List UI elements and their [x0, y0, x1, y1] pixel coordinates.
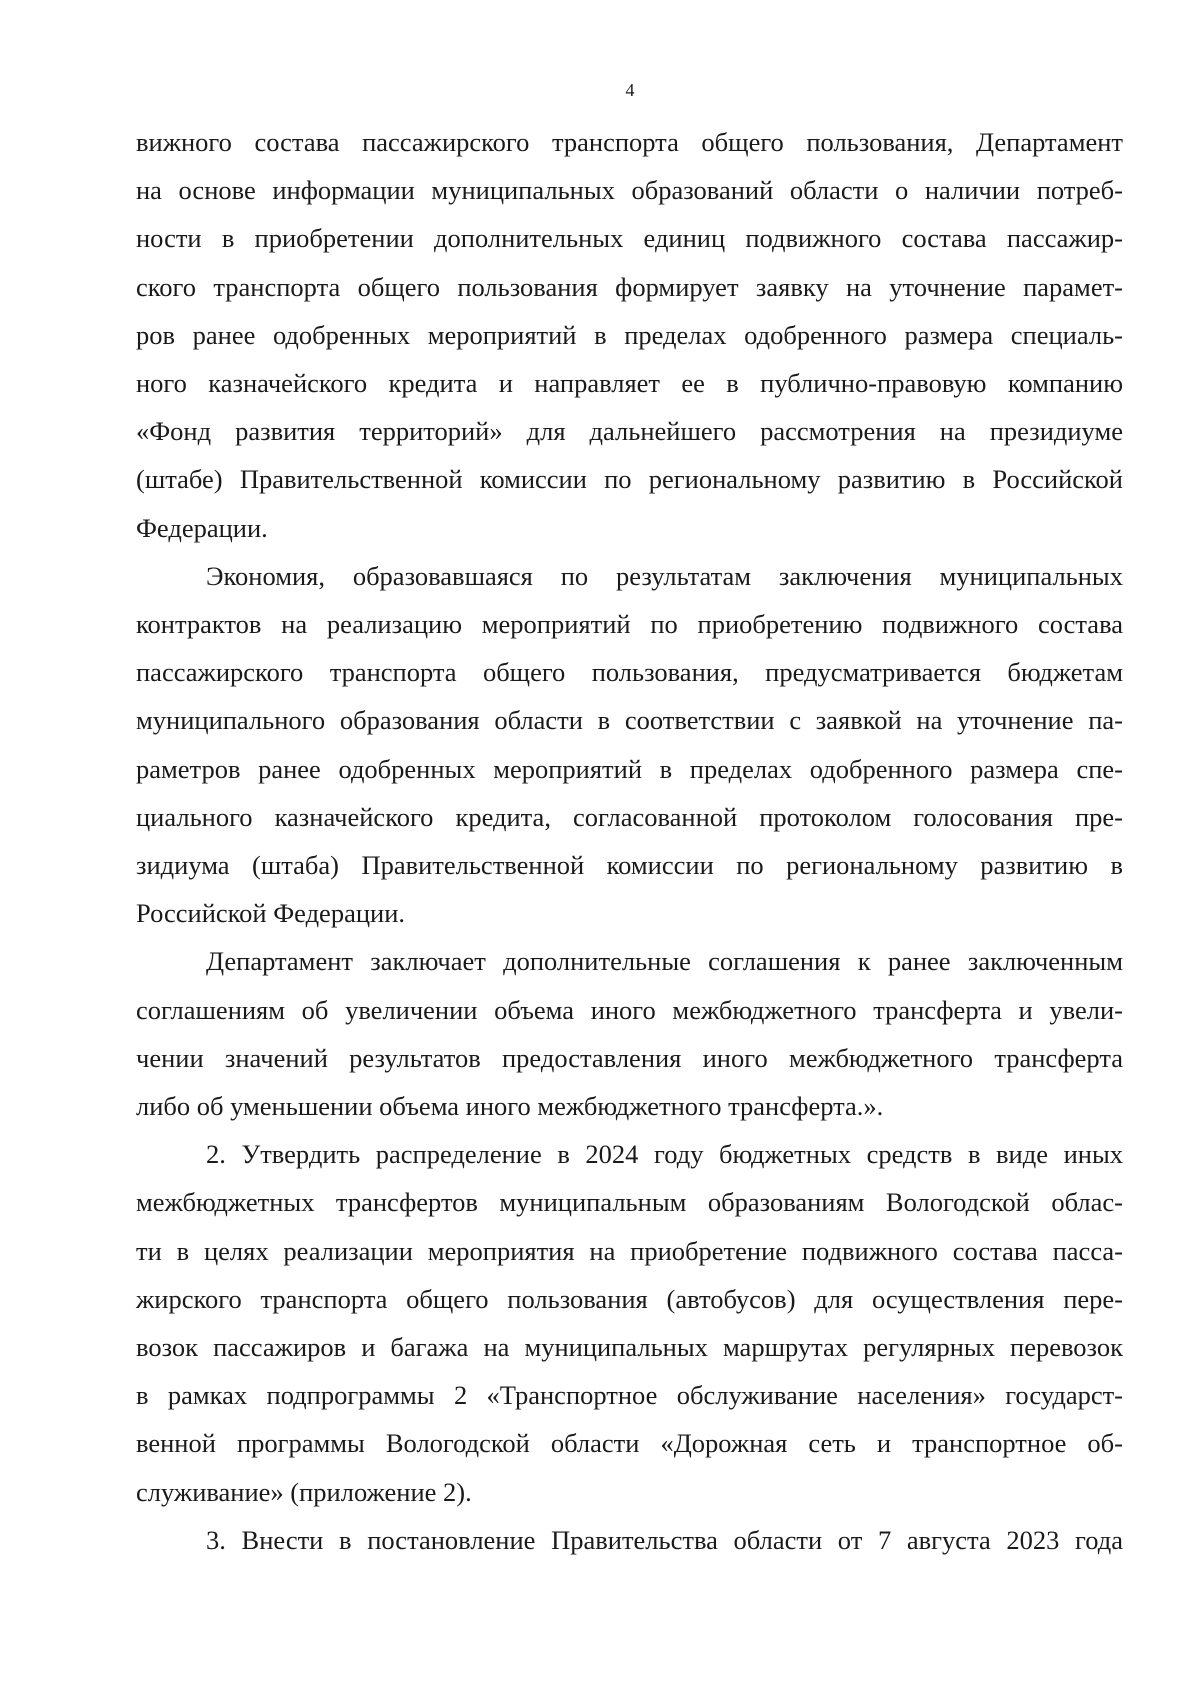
text-line: ти в целях реализации мероприятия на приобретение подвижного состава пасса-	[136, 1235, 1123, 1266]
text-line: межбюджетных трансфертов муниципальным образованиям Вологодской облас-	[136, 1187, 1123, 1218]
text-line: 2. Утвердить распределение в 2024 году бюджетных средств в виде иных	[206, 1139, 1123, 1170]
text-line: вижного состава пассажирского транспорта общего пользования, Департамент	[136, 127, 1123, 157]
text-line: «Фонд развития территорий» для дальнейшего рассмотрения на президиуме	[136, 416, 1123, 447]
text-line: венной программы Вологодской области «Дорожная сеть и транспортное об-	[136, 1428, 1123, 1459]
text-line: 3. Внести в постановление Правительства области от 7 августа 2023 года	[206, 1524, 1123, 1555]
text-line: Федерации.	[136, 512, 268, 543]
text-line: контрактов на реализацию мероприятий по приобретению подвижного состава	[136, 609, 1123, 640]
text-line: зидиума (штаба) Правительственной комиссии по региональному развитию в	[136, 850, 1123, 881]
text-line: в рамках подпрограммы 2 «Транспортное обслуживание населения» государст-	[136, 1380, 1123, 1411]
text-line: возок пассажиров и багажа на муниципальных маршрутах регулярных перевозок	[136, 1332, 1123, 1363]
text-line: на основе информации муниципальных образований области о наличии потреб-	[136, 175, 1123, 206]
text-line: (штабе) Правительственной комиссии по региональному развитию в Российской	[136, 464, 1123, 495]
text-line: Департамент заключает дополнительные соглашения к ранее заключенным	[206, 946, 1123, 977]
text-line: раметров ранее одобренных мероприятий в пределах одобренного размера спе-	[136, 753, 1123, 784]
text-line: Российской Федерации.	[136, 898, 405, 929]
text-line: муниципального образования области в соответствии с заявкой на уточнение па-	[136, 705, 1123, 736]
text-line: либо об уменьшении объема иного межбюджетного трансферта.».	[136, 1091, 884, 1122]
paragraph	[136, 118, 1123, 552]
body-text	[136, 118, 1123, 1564]
text-line: соглашениям об увеличении объема иного межбюджетного трансферта и увели-	[136, 994, 1123, 1025]
text-line: ского транспорта общего пользования формирует заявку на уточнение парамет-	[136, 271, 1123, 302]
text-line: ного казначейского кредита и направляет ее в публично-правовую компанию	[136, 368, 1123, 399]
paragraph	[136, 937, 1123, 1130]
paragraph	[136, 1516, 1123, 1564]
text-line: жирского транспорта общего пользования (автобусов) для осуществления пере-	[136, 1283, 1123, 1314]
page-number: 4	[625, 80, 635, 100]
text-line: Экономия, образовавшаяся по результатам заключения муниципальных	[206, 560, 1123, 591]
paragraph	[136, 1130, 1123, 1516]
text-line: ров ранее одобренных мероприятий в пределах одобренного размера специаль-	[136, 319, 1123, 350]
text-line: циального казначейского кредита, согласованной протоколом голосования пре-	[136, 801, 1123, 832]
paragraph	[136, 552, 1123, 938]
text-line: чении значений результатов предоставления иного межбюджетного трансферта	[136, 1042, 1123, 1073]
text-line: служивание» (приложение 2).	[136, 1476, 472, 1507]
text-line: ности в приобретении дополнительных единиц подвижного состава пассажир-	[136, 223, 1123, 254]
text-line: пассажирского транспорта общего пользования, предусматривается бюджетам	[136, 657, 1123, 688]
